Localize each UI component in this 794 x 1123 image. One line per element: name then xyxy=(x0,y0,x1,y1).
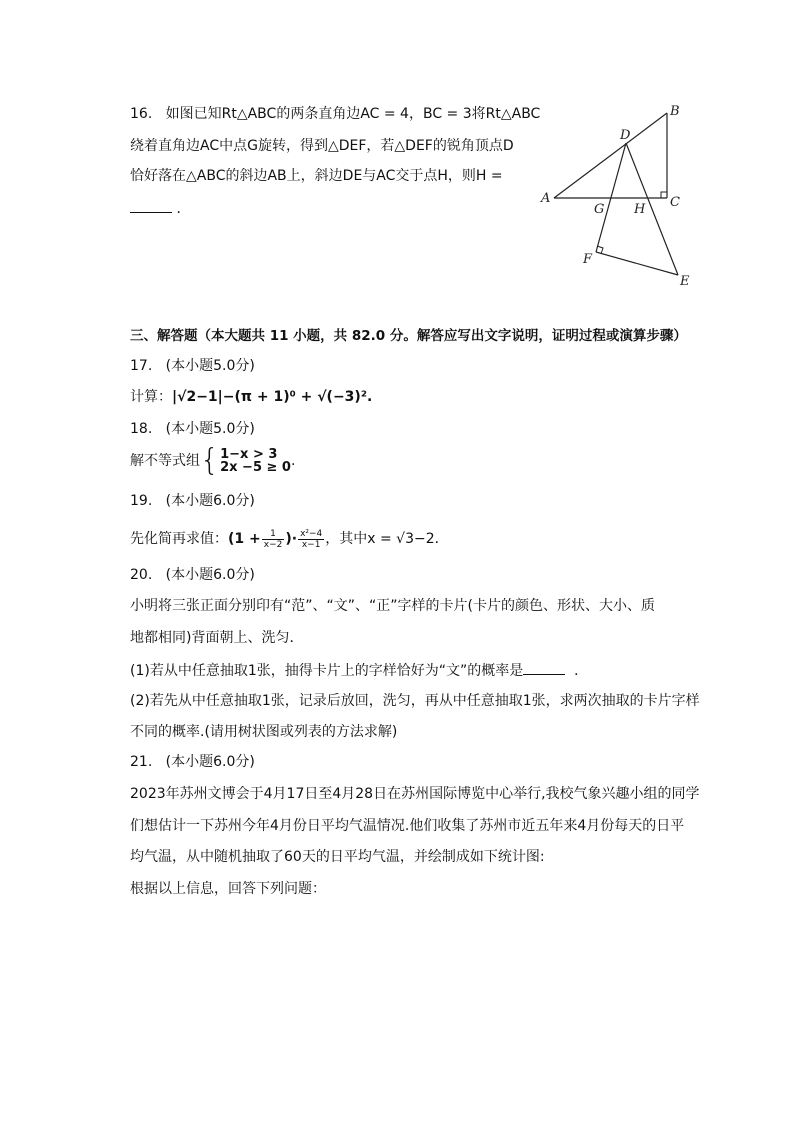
q16-line1 xyxy=(130,104,540,124)
q16-line2 xyxy=(130,136,514,156)
q19-points: (本小题6.0分) xyxy=(165,493,255,509)
triangle-figure xyxy=(535,98,715,298)
label-B: B xyxy=(670,104,680,119)
q19-suffix: ，其中x = √3−2． xyxy=(325,531,449,547)
label-A: A xyxy=(541,191,551,206)
label-C: C xyxy=(670,195,680,210)
q21-points: (本小题6.0分) xyxy=(165,754,255,770)
q16-line3 xyxy=(130,166,503,186)
fraction-2 xyxy=(298,529,324,550)
q20-number: 20. xyxy=(130,567,153,583)
q20-part1-tail: ． xyxy=(574,663,589,679)
q21-number: 21. xyxy=(130,754,153,770)
q16-line4 xyxy=(130,198,190,219)
q19-number: 19. xyxy=(130,493,153,509)
q16-text-line1: 如图已知Rt△ABC的两条直角边AC = 4，BC = 3将Rt△ABC xyxy=(165,106,541,122)
q18-row2: 2x −5 ≥ 0 xyxy=(220,460,291,475)
q21-line2: 们想估计一下苏州今年4月份日平均气温情况.他们收集了苏州市近五年来4月份每天的日平 xyxy=(130,818,685,834)
answer-blank[interactable] xyxy=(130,198,172,213)
segment-AB xyxy=(554,113,667,198)
label-E: E xyxy=(680,274,690,289)
right-angle-C xyxy=(661,192,667,198)
q16-text-line2: 绕着直角边AC中点G旋转，得到△DEF，若△DEF的锐角顶点D xyxy=(130,138,514,154)
q19-prefix: 先化简再求值： xyxy=(130,531,228,547)
fraction-1-numerator: 1 xyxy=(262,529,285,540)
q17-points: (本小题5.0分) xyxy=(165,358,255,374)
q18-header xyxy=(130,419,255,439)
label-F: F xyxy=(583,252,593,267)
q18-body xyxy=(130,443,296,478)
label-G: G xyxy=(594,202,605,217)
q21-line3: 均气温，从中随机抽取了60天的日平均气温，并绘制成如下统计图: xyxy=(130,849,545,865)
label-D: D xyxy=(620,128,631,143)
q19-mid: )· xyxy=(285,531,298,547)
q21-line4: 根据以上信息，回答下列问题： xyxy=(130,881,326,897)
q20-header xyxy=(130,565,255,585)
q19-open: (1 + xyxy=(228,531,261,547)
q18-tail: . xyxy=(290,453,296,469)
q16-tail: ． xyxy=(176,201,191,217)
q20-part1 xyxy=(130,660,588,681)
q18-brace: { xyxy=(200,443,220,478)
q20-line2: 地都相同)背面朝上、洗匀． xyxy=(130,630,304,646)
q18-number: 18. xyxy=(130,421,153,437)
fraction-1-denominator: x−2 xyxy=(263,539,283,550)
q20-points: (本小题6.0分) xyxy=(165,567,255,583)
q19-header xyxy=(130,491,255,511)
section-heading: 三、解答题（本大题共 11 小题，共 82.0 分。解答应写出文字说明，证明过程或演算步骤） xyxy=(130,328,687,344)
q16-number: 16. xyxy=(130,106,153,122)
label-H: H xyxy=(634,202,646,217)
q20-part1-text: (1)若从中任意抽取1张，抽得卡片上的字样恰好为“文”的概率是 xyxy=(130,663,524,679)
q21-header xyxy=(130,752,255,772)
q20-line1: 小明将三张正面分别印有“范”、“文”、“正”字样的卡片(卡片的颜色、形状、大小、质 xyxy=(130,598,655,614)
q18-prefix: 解不等式组 xyxy=(130,453,200,469)
inequality-system xyxy=(220,448,291,474)
q17-header xyxy=(130,356,255,376)
q16-text-line3: 恰好落在△ABC的斜边AB上，斜边DE与AC交于点H，则H = xyxy=(130,168,503,184)
fraction-1 xyxy=(262,529,285,550)
q18-row1: 1−x > 3 xyxy=(220,447,278,462)
segment-FE xyxy=(596,252,678,275)
fraction-2-numerator: x²−4 xyxy=(300,528,323,539)
q21-line1: 2023年苏州文博会于4月17日至4月28日在苏州国际博览中心举行,我校气象兴趣小组的同学 xyxy=(130,786,700,802)
q17-body xyxy=(130,387,372,407)
q18-points: (本小题5.0分) xyxy=(165,421,255,437)
fraction-2-denominator: x−1 xyxy=(301,539,321,550)
answer-blank[interactable] xyxy=(523,660,565,675)
q20-part2-line1: (2)若先从中任意抽取1张，记录后放回，洗匀，再从中任意抽取1张，求两次抽取的卡片字样 xyxy=(130,693,700,709)
q20-part2-line2: 不同的概率.(请用树状图或列表的方法求解) xyxy=(130,724,398,740)
q19-body xyxy=(130,524,449,554)
q17-number: 17. xyxy=(130,358,153,374)
q17-expression: |√2−1|−(π + 1)⁰ + √(−3)². xyxy=(172,389,373,405)
q17-prefix: 计算： xyxy=(130,389,172,405)
